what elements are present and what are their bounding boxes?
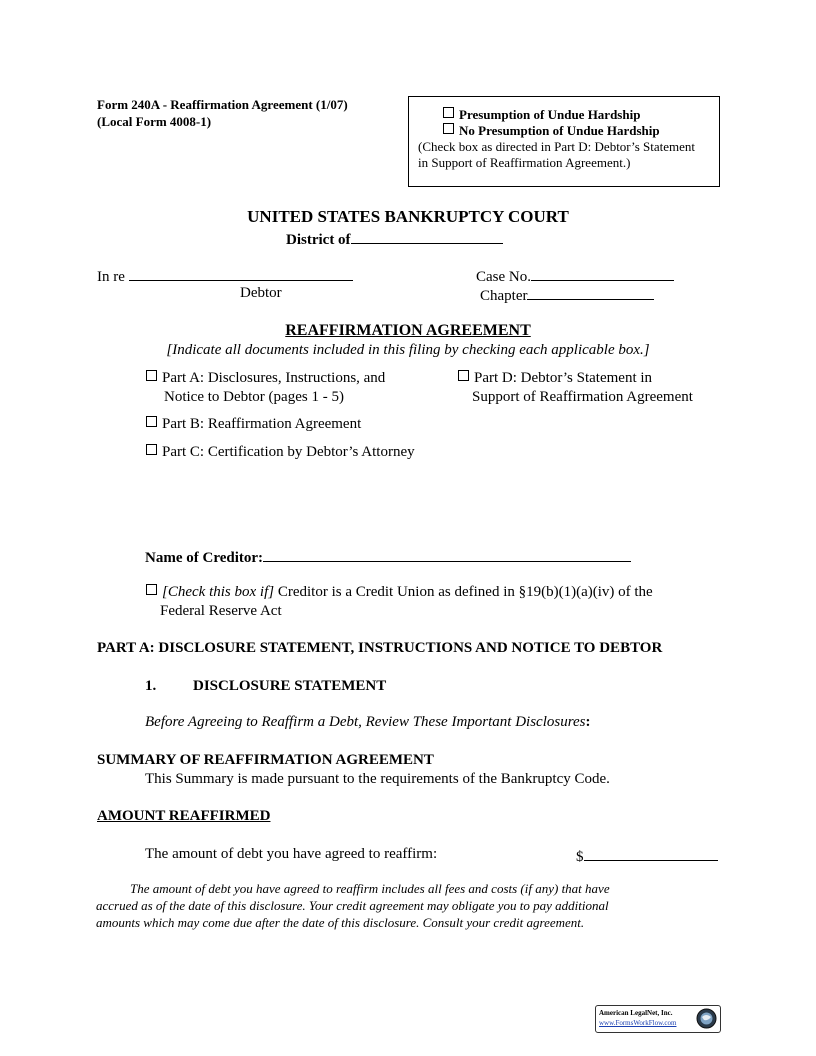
- presumption-option-1[interactable]: Presumption of Undue Hardship: [443, 107, 640, 123]
- disclosure-item-title: DISCLOSURE STATEMENT: [193, 678, 387, 694]
- checkbox-icon[interactable]: [443, 107, 454, 118]
- part-b-checkbox[interactable]: Part B: Reaffirmation Agreement: [146, 416, 361, 433]
- local-form-number: (Local Form 4008-1): [97, 114, 212, 129]
- amount-reaffirmed-heading: AMOUNT REAFFIRMED: [97, 808, 271, 824]
- amount-note-line-1: The amount of debt you have agreed to reaffirm includes all fees and costs (if any) that have: [130, 881, 610, 896]
- globe-icon: [696, 1008, 717, 1029]
- part-a-heading: PART A: DISCLOSURE STATEMENT, INSTRUCTIONS AND NOTICE TO DEBTOR: [97, 640, 663, 656]
- footer-url[interactable]: www.FormsWorkFlow.com: [599, 1019, 677, 1027]
- part-d-checkbox[interactable]: Part D: Debtor’s Statement in: [458, 370, 652, 387]
- before-agreeing-text: Before Agreeing to Reaffirm a Debt, Review These Important Disclosures:: [145, 714, 591, 730]
- part-a-checkbox[interactable]: Part A: Disclosures, Instructions, and: [146, 370, 385, 387]
- chapter-blank[interactable]: [527, 285, 654, 300]
- checkbox-icon[interactable]: [146, 444, 157, 455]
- debtor-label: Debtor: [240, 285, 282, 301]
- presumption-note-2: in Support of Reaffirmation Agreement.): [418, 155, 631, 170]
- credit-union-text-2: Federal Reserve Act: [160, 603, 282, 619]
- checkbox-icon[interactable]: [146, 370, 157, 381]
- part-a-line-2: Notice to Debtor (pages 1 - 5): [164, 389, 344, 405]
- amount-note-line-3: amounts which may come due after the date of this disclosure. Consult your credit agreement.: [96, 915, 585, 930]
- case-no-blank[interactable]: [531, 266, 674, 281]
- footer-logo[interactable]: [595, 1005, 721, 1033]
- presumption-note-1: (Check box as directed in Part D: Debtor’s Statement: [418, 139, 696, 154]
- credit-union-checkbox[interactable]: [Check this box if] Creditor is a Credit Union as defined in §19(b)(1)(a)(iv) of the: [146, 584, 653, 601]
- presumption-box: [408, 96, 720, 187]
- chapter-field: Chapter: [480, 285, 654, 305]
- agreement-title: REAFFIRMATION AGREEMENT: [285, 322, 531, 339]
- disclosure-item-number: 1.: [145, 678, 157, 694]
- court-title: UNITED STATES BANKRUPTCY COURT: [247, 207, 569, 226]
- district-blank[interactable]: [351, 229, 503, 244]
- summary-heading: SUMMARY OF REAFFIRMATION AGREEMENT: [97, 752, 434, 768]
- amount-field: $: [576, 846, 718, 866]
- amount-note-line-2: accrued as of the date of this disclosure. Your credit agreement may obligate you to pay additional: [96, 898, 609, 913]
- form-number: Form 240A - Reaffirmation Agreement (1/07): [97, 97, 348, 112]
- in-re-field: In re: [97, 266, 353, 286]
- creditor-name-blank[interactable]: [263, 547, 631, 562]
- part-c-checkbox[interactable]: Part C: Certification by Debtor’s Attorney: [146, 444, 415, 461]
- district-field: District of: [286, 229, 503, 249]
- amount-blank[interactable]: [584, 846, 718, 861]
- in-re-blank[interactable]: [129, 266, 353, 281]
- creditor-name-field: Name of Creditor:: [145, 547, 631, 567]
- checkbox-icon[interactable]: [458, 370, 469, 381]
- checkbox-icon[interactable]: [443, 123, 454, 134]
- amount-label: The amount of debt you have agreed to reaffirm:: [145, 846, 438, 862]
- checkbox-icon[interactable]: [146, 416, 157, 427]
- agreement-instruction: [Indicate all documents included in this filing by checking each applicable box.]: [166, 342, 650, 358]
- checkbox-icon[interactable]: [146, 584, 157, 595]
- case-no-field: Case No.: [476, 266, 674, 286]
- presumption-option-2[interactable]: No Presumption of Undue Hardship: [443, 123, 660, 139]
- part-d-line-2: Support of Reaffirmation Agreement: [472, 389, 693, 405]
- summary-text: This Summary is made pursuant to the requirements of the Bankruptcy Code.: [145, 771, 610, 787]
- footer-company: American LegalNet, Inc.: [599, 1009, 673, 1017]
